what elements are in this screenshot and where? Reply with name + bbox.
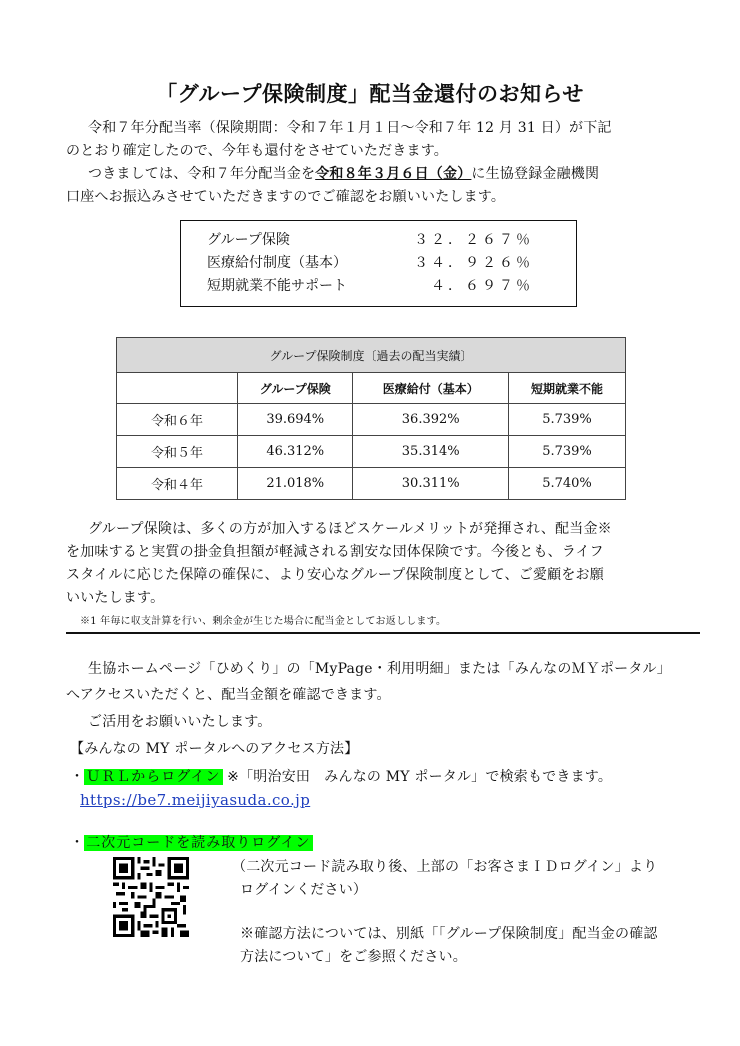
rate-value: ３４．９２６％ [414,255,533,271]
portal-url-link[interactable]: https://be7.meijiyasuda.co.jp [80,791,311,809]
intro-line-1: 令和７年分配当率（保険期間：令和７年１月１日～令和７年 12 月 31 日）が下記 [88,120,612,136]
table-cell-year: 令和４年 [117,468,238,500]
rate-name: 短期就業不能サポート [207,278,347,294]
intro-line-3-post: に生協登録金融機関 [471,166,600,182]
table-cell: 5.739% [508,436,625,468]
qr-login-label: 二次元コードを読み取りログイン [86,835,311,851]
table-cell: 21.018% [238,468,353,500]
qr-note-line-2: ログインください） [240,882,368,898]
table-cell: 35.314% [353,436,508,468]
intro-line-3-pre: つきましては、令和７年分配当金を [88,166,316,182]
intro-line-4: 口座へお振込みさせていただきますのでご確認をお願いいたします。 [66,189,506,205]
table-cell: 5.740% [508,468,625,500]
intro-line-3 [88,163,599,186]
access-line-1: 生協ホームページ「ひめくり」の「MyPage・利用明細」または「みんなのＭＹポータル」 [88,661,671,677]
table-cell-year: 令和６年 [117,404,238,436]
table-row [117,436,626,468]
table-cell: 30.311% [353,468,508,500]
rate-name: 医療給付制度（基本） [207,255,347,271]
rate-value: ４．６９７％ [431,278,533,294]
rate-value: ３２．２６７％ [414,232,533,248]
payment-date: 令和８年３月６日（金） [315,166,472,182]
table-header: グループ保険 [238,373,353,404]
table-header: 短期就業不能 [508,373,625,404]
table-cell: 5.739% [508,404,625,436]
rate-row-medical [181,252,576,274]
dividend-history-table [116,337,626,500]
table-header: 医療給付（基本） [353,373,508,404]
intro-line-2: のとおり確定したので、今年も還付をさせていただきます。 [66,143,448,159]
url-login-label: ＵＲＬからログイン [86,769,221,785]
table-cell: 39.694% [238,404,353,436]
dividend-rates-box [180,220,577,307]
access-heading: 【みんなの MY ポータルへのアクセス方法】 [70,741,359,757]
page-title: 「グループ保険制度」配当金還付のお知らせ [156,82,584,106]
qr-login-line [70,832,313,855]
bullet-mark: ・ [70,769,85,785]
table-caption: グループ保険制度〔過去の配当実績〕 [117,338,626,373]
search-note: ※「明治安田 みんなの MY ポータル」で検索もできます。 [227,769,613,785]
desc-line-1: グループ保険は、多くの方が加入するほどスケールメリットが発揮され、配当金※ [88,521,612,537]
qr-code-icon [113,857,189,937]
rate-row-group [181,229,576,251]
desc-line-2: を加味すると実質の掛金負担額が軽減される割安な団体保険です。今後とも、ライフ [66,544,604,560]
table-cell: 36.392% [353,404,508,436]
access-line-2: へアクセスいただくと、配当金額を確認できます。 [66,687,391,703]
confirm-note-line-1: ※確認方法については、別紙「「グループ保険制度」配当金の確認 [240,926,658,942]
rate-row-short-term [181,275,576,297]
rate-name: グループ保険 [207,232,290,248]
qr-note-line-1: （二次元コード読み取り後、上部の「お客さまＩＤログイン」より [232,859,658,875]
table-header-empty [117,373,238,404]
bullet-mark: ・ [70,835,85,851]
desc-line-4: いいたします。 [66,590,165,606]
confirm-note-line-2: 方法について」をご参照ください。 [240,949,467,965]
footnote: ※1 年毎に収支計算を行い、剰余金が生じた場合に配当金としてお返しします。 [80,616,447,627]
url-login-line [70,766,612,789]
access-line-3: ご活用をお願いいたします。 [88,714,272,730]
table-row [117,404,626,436]
table-row [117,468,626,500]
desc-line-3: スタイルに応じた保障の確保に、より安心なグループ保険制度として、ご愛顧をお願 [66,567,604,583]
url-container [80,790,310,809]
divider [66,632,700,634]
table-cell-year: 令和５年 [117,436,238,468]
table-cell: 46.312% [238,436,353,468]
